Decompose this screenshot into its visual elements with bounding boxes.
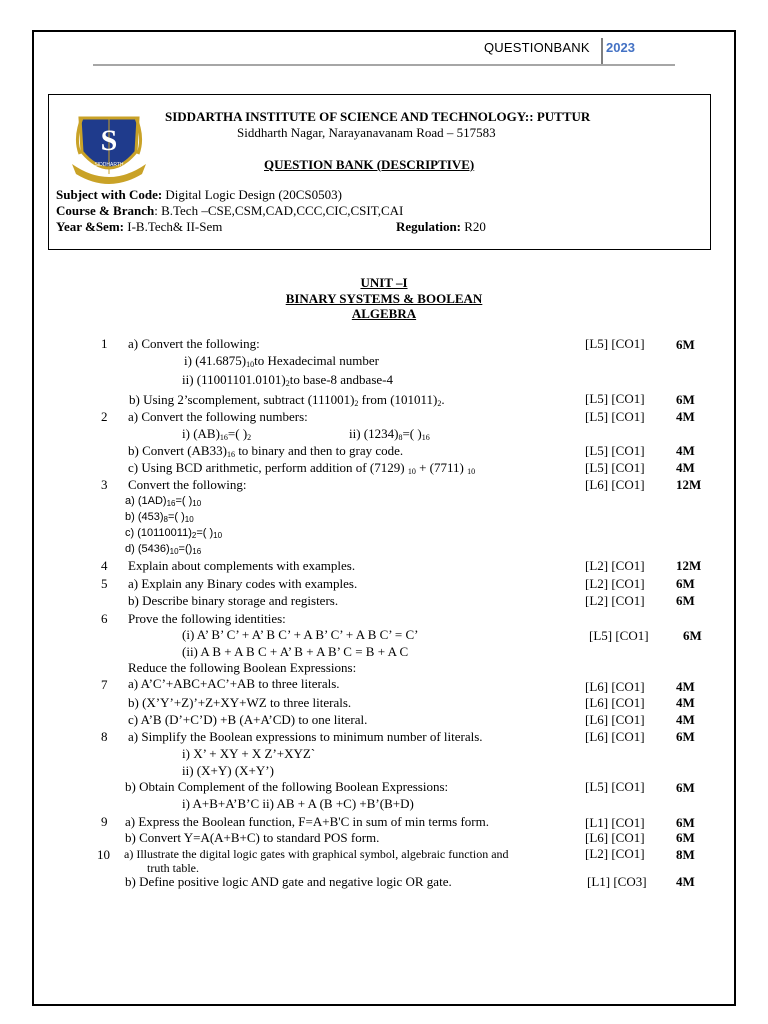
marks: 4M bbox=[676, 679, 695, 694]
level-co: [L6] [CO1] bbox=[585, 729, 645, 744]
question-number: 4 bbox=[101, 558, 108, 573]
marks: 4M bbox=[676, 874, 695, 889]
question-subpart: i) X’ + XY + X Z’+XYZ` bbox=[182, 746, 316, 761]
institute-address: Siddharth Nagar, Narayanavanam Road – 517583 bbox=[237, 125, 496, 140]
question-text: b) Describe binary storage and registers. bbox=[128, 593, 339, 608]
question-text: b) Convert $(AB33)_{16}$ to binary and then to gray code. bbox=[128, 443, 404, 459]
question-subpart: i) $(41.6875)_{10}to$ Hexadecimal number bbox=[184, 353, 380, 369]
marks: 4M bbox=[676, 443, 695, 458]
unit-subheading-2: ALGEBRA bbox=[351, 306, 417, 321]
question-number: 5 bbox=[101, 576, 108, 591]
header-year: 2023 bbox=[606, 40, 635, 55]
marks: 6M bbox=[676, 593, 695, 608]
marks: 12M bbox=[676, 477, 702, 492]
marks: 6M bbox=[676, 392, 695, 407]
question-number: 2 bbox=[101, 409, 108, 424]
question-number: 6 bbox=[101, 611, 108, 626]
marks: 4M bbox=[676, 409, 695, 424]
question-number: 8 bbox=[101, 729, 108, 744]
marks: 6M bbox=[676, 815, 695, 830]
year-line: Year &Sem: I-B.Tech& II-Sem bbox=[56, 219, 223, 234]
header-separator bbox=[601, 38, 603, 64]
marks: 4M bbox=[676, 695, 695, 710]
section-instruction: Reduce the following Boolean Expressions: bbox=[128, 660, 357, 675]
level-co: [L5] [CO1] bbox=[589, 628, 649, 643]
institute-name: SIDDARTHA INSTITUTE OF SCIENCE AND TECHNOLOGY:: PUTTUR bbox=[165, 109, 591, 124]
subject-line: Subject with Code: Digital Logic Design (20CS0503) bbox=[56, 187, 342, 202]
level-co: [L1] [CO1] bbox=[585, 815, 645, 830]
question-number: 3 bbox=[101, 477, 108, 492]
level-co: [L5] [CO1] bbox=[585, 779, 645, 794]
question-text: a) Illustrate the digital logic gates with graphical symbol, algebraic function and bbox=[124, 847, 509, 861]
question-subpart: ii) $(11001101.0101)_2to$ base-8 andbase-4 bbox=[182, 372, 393, 388]
course-line: Course & Branch: B.Tech –CSE,CSM,CAD,CCC,CIC,CSIT,CAI bbox=[56, 203, 404, 218]
question-subpart: ii) (X+Y) (X+Y’) bbox=[182, 763, 274, 778]
regulation-line: Regulation: R20 bbox=[396, 219, 486, 234]
question-subpart: i) $(AB)_{16}=$( )$_2$ bbox=[182, 426, 252, 442]
question-subpart: d) $(5436)_{10}=()_{16}$ bbox=[125, 543, 202, 556]
level-co: [L6] [CO1] bbox=[585, 712, 645, 727]
level-co: [L1] [CO3] bbox=[587, 874, 647, 889]
marks: 8M bbox=[676, 847, 695, 862]
question-text: b) Convert Y=A(A+B+C) to standard POS form. bbox=[125, 830, 380, 845]
marks: 6M bbox=[676, 830, 695, 845]
question-text: b) Using 2’scomplement, subtract $(111001)_2$ from $(101011)_2$. bbox=[129, 392, 445, 408]
question-subpart: (ii) A B + A B C + A’ B + A B’ C = B + A C bbox=[182, 644, 409, 659]
question-text: c) Using BCD arithmetic, perform addition of (7129) $_{10}$ + (7711) $_{10}$ bbox=[128, 460, 476, 476]
question-number: 10 bbox=[97, 847, 110, 862]
level-co: [L5] [CO1] bbox=[585, 409, 645, 424]
marks: 4M bbox=[676, 712, 695, 727]
marks: 6M bbox=[676, 576, 695, 591]
level-co: [L2] [CO1] bbox=[585, 593, 645, 608]
level-co: [L2] [CO1] bbox=[585, 558, 645, 573]
question-number: 7 bbox=[101, 677, 108, 692]
svg-text:SIDDHARTH: SIDDHARTH bbox=[94, 162, 124, 168]
question-text: b) Define positive logic AND gate and negative logic OR gate. bbox=[125, 874, 452, 889]
question-number: 1 bbox=[101, 336, 108, 351]
level-co: [L5] [CO1] bbox=[585, 443, 645, 458]
marks: 6M bbox=[676, 780, 695, 795]
svg-text:S: S bbox=[100, 124, 118, 157]
question-text: Explain about complements with examples. bbox=[128, 558, 356, 573]
level-co: [L6] [CO1] bbox=[585, 830, 645, 845]
question-number: 9 bbox=[101, 814, 108, 829]
marks: 6M bbox=[683, 628, 702, 643]
level-co: [L5] [CO1] bbox=[585, 391, 645, 406]
question-text: b) (X’Y’+Z)’+Z+XY+WZ to three literals. bbox=[128, 695, 352, 710]
level-co: [L5] [CO1] bbox=[585, 460, 645, 475]
marks: 12M bbox=[676, 558, 702, 573]
header-rule bbox=[93, 64, 675, 66]
question-text: a) Simplify the Boolean expressions to minimum number of literals. bbox=[128, 729, 483, 744]
question-text: a) Explain any Binary codes with examples. bbox=[128, 576, 358, 591]
level-co: [L5] [CO1] bbox=[585, 336, 645, 351]
header-title: QUESTIONBANK bbox=[484, 40, 590, 55]
unit-heading: UNIT –I bbox=[360, 275, 408, 290]
question-subpart: c) $(10110011)_2=$( )$_{10}$ bbox=[125, 527, 223, 540]
question-text: c) A’B (D’+C’D) +B (A+A’CD) to one literal. bbox=[128, 712, 368, 727]
question-text: a) Convert the following: bbox=[128, 336, 260, 351]
question-text: Convert the following: bbox=[128, 477, 247, 492]
question-subpart: ii) $(1234)_8=$( )$_{16}$ bbox=[349, 426, 430, 442]
question-text: a) Express the Boolean function, F=A+B'C in sum of min terms form. bbox=[125, 814, 489, 829]
level-co: [L6] [CO1] bbox=[585, 477, 645, 492]
question-text: a) Convert the following numbers: bbox=[128, 409, 308, 424]
document-title: QUESTION BANK (DESCRIPTIVE) bbox=[264, 157, 475, 172]
question-text: Prove the following identities: bbox=[128, 611, 286, 626]
level-co: [L6] [CO1] bbox=[585, 679, 645, 694]
question-subpart: i) A+B+A’B’C ii) AB + A (B +C) +B’(B+D) bbox=[182, 796, 414, 811]
level-co: [L2] [CO1] bbox=[585, 846, 645, 861]
question-subpart: b) $(453)_8=$( )$_{10}$ bbox=[125, 511, 194, 524]
question-subpart: a) $(1AD)_{16}=$( )$_{10}$ bbox=[125, 495, 202, 508]
question-text: b) Obtain Complement of the following Boolean Expressions: bbox=[125, 779, 449, 794]
question-text-continued: truth table. bbox=[147, 861, 199, 875]
unit-subheading: BINARY SYSTEMS & BOOLEAN bbox=[285, 291, 483, 306]
question-subpart: (i) A’ B’ C’ + A’ B C’ + A B’ C’ + A B C’ = C’ bbox=[182, 627, 419, 642]
marks: 4M bbox=[676, 460, 695, 475]
level-co: [L2] [CO1] bbox=[585, 576, 645, 591]
level-co: [L6] [CO1] bbox=[585, 695, 645, 710]
institute-logo bbox=[68, 108, 150, 188]
question-text: a) A’C’+ABC+AC’+AB to three literals. bbox=[128, 676, 340, 691]
marks: 6M bbox=[676, 337, 695, 352]
marks: 6M bbox=[676, 729, 695, 744]
